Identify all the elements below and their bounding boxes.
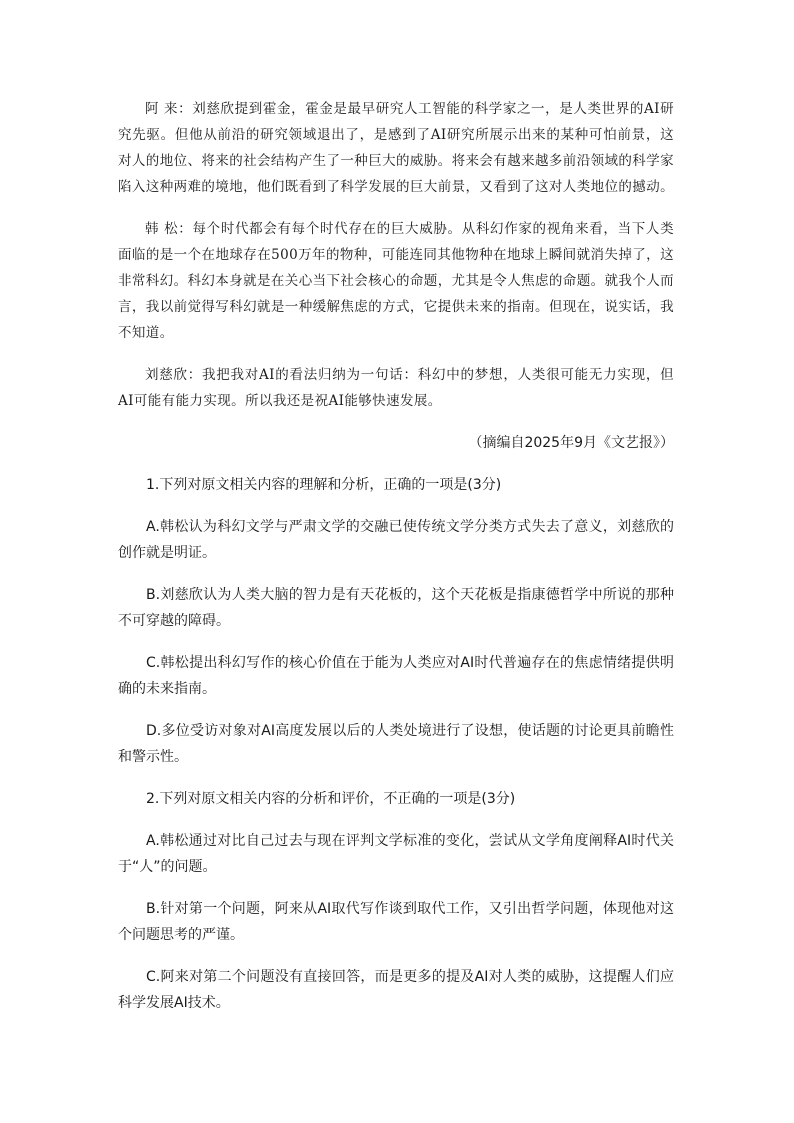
question-1 bbox=[118, 472, 674, 770]
option-c: C.阿来对第二个问题没有直接回答，而是更多的提及AI对人类的威胁，这提醒人们应科学发展AI技术。 bbox=[118, 969, 674, 1011]
option-c: C.韩松提出科幻写作的核心价值在于能为人类应对AI时代普遍存在的焦虑情绪提供明确的未来指南。 bbox=[118, 655, 674, 697]
source-citation: （摘编自2025年9月《文艺报》） bbox=[468, 435, 674, 451]
option-b: B.刘慈欣认为人类大脑的智力是有天花板的，这个天花板是指康德哲学中所说的那种不可穿越的障碍。 bbox=[118, 587, 674, 629]
question-stem: 2.下列对原文相关内容的分析和评价，不正确的一项是(3分) bbox=[146, 791, 516, 807]
option-d: D.多位受访对象对AI高度发展以后的人类处境进行了设想，使话题的讨论更具前瞻性和警示性。 bbox=[118, 723, 674, 765]
option-b: B.针对第一个问题，阿来从AI取代写作谈到取代工作，又引出哲学问题，体现他对这个问题思考的严谨。 bbox=[118, 901, 674, 943]
option-a: A.韩松通过对比自己过去与现在评判文学标准的变化，尝试从文学角度阐释AI时代关于“人”的问题。 bbox=[118, 833, 674, 875]
option-a: A.韩松认为科幻文学与严肃文学的交融已使传统文学分类方式失去了意义，刘慈欣的创作就是明证。 bbox=[118, 519, 674, 561]
article-paragraph-liucixin: 刘慈欣：我把我对AI的看法归纳为一句话：科幻中的梦想，人类很可能无力实现，但AI可能有能力实现。所以我还是祝AI能够快速发展。 bbox=[118, 367, 674, 409]
question-2 bbox=[118, 786, 674, 1016]
article-paragraph-alai: 阿 来：刘慈欣提到霍金，霍金是最早研究人工智能的科学家之一，是人类世界的AI研究先驱。但他从前沿的研究领域退出了，是感到了AI研究所展示出来的某种可怕前景，这对人的地位、将来的社会结构产生了一种巨大的威胁。将来会有越来越多前沿领域的科学家陷入这种两难的境地，他们既看到了科学发展的巨大前景，又看到了这对人类地位的撼动。 bbox=[118, 101, 674, 195]
question-stem: 1.下列对原文相关内容的理解和分析，正确的一项是(3分) bbox=[146, 477, 502, 493]
article-paragraph-hansong: 韩 松：每个时代都会有每个时代存在的巨大威胁。从科幻作家的视角来看，当下人类面临的是一个在地球存在500万年的物种，可能连同其他物种在地球上瞬间就消失掉了，这非常科幻。科幻本身就是在关心当下社会核心的命题，尤其是令人焦虑的命题。就我个人而言，我以前觉得写科幻就是一种缓解焦虑的方式，它提供未来的指南。但现在，说实话，我不知道。 bbox=[118, 221, 674, 341]
document-body bbox=[118, 96, 674, 1032]
